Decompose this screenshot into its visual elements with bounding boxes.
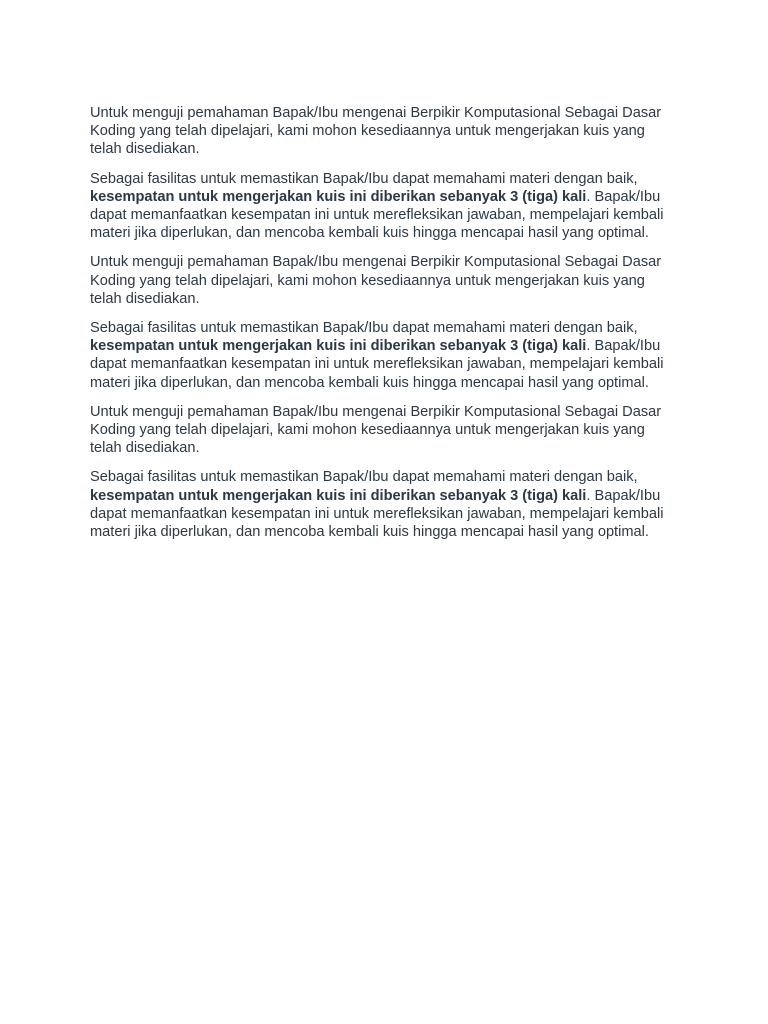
attempts-highlight: kesempatan untuk mengerjakan kuis ini diberikan sebanyak 3 (tiga) kali [90, 188, 587, 205]
intro-text: Untuk menguji pemahaman Bapak/Ibu mengenai Berpikir Komputasional Sebagai Dasar Koding yang telah dipelajari, kami mohon kesediaannya untuk mengerjakan kuis yang telah disediakan. [90, 254, 662, 307]
attempts-paragraph [90, 319, 680, 392]
attempts-paragraph [90, 170, 680, 243]
intro-paragraph [90, 104, 680, 159]
attempts-highlight: kesempatan untuk mengerjakan kuis ini diberikan sebanyak 3 (tiga) kali [90, 338, 587, 355]
attempts-text-suffix: . Bapak/Ibu dapat memanfaatkan kesempatan ini untuk merefleksikan jawaban, mempelajari kembali materi jika diperlukan, dan mencoba kembali kuis hingga mencapai hasil yang optimal. [90, 487, 664, 541]
attempts-highlight: kesempatan untuk mengerjakan kuis ini diberikan sebanyak 3 (tiga) kali [90, 487, 587, 504]
attempts-text-prefix: Sebagai fasilitas untuk memastikan Bapak/Ibu dapat memahami materi dengan baik, [90, 469, 638, 486]
intro-text: Untuk menguji pemahaman Bapak/Ibu mengenai Berpikir Komputasional Sebagai Dasar Koding yang telah dipelajari, kami mohon kesediaannya untuk mengerjakan kuis yang telah disediakan. [90, 105, 662, 158]
attempts-text-prefix: Sebagai fasilitas untuk memastikan Bapak/Ibu dapat memahami materi dengan baik, [90, 320, 638, 337]
attempts-text-suffix: . Bapak/Ibu dapat memanfaatkan kesempatan ini untuk merefleksikan jawaban, mempelajari kembali materi jika diperlukan, dan mencoba kembali kuis hingga mencapai hasil yang optimal. [90, 188, 664, 242]
attempts-text-prefix: Sebagai fasilitas untuk memastikan Bapak/Ibu dapat memahami materi dengan baik, [90, 170, 638, 187]
intro-text: Untuk menguji pemahaman Bapak/Ibu mengenai Berpikir Komputasional Sebagai Dasar Koding yang telah dipelajari, kami mohon kesediaannya untuk mengerjakan kuis yang telah disediakan. [90, 403, 662, 457]
attempts-text-suffix: . Bapak/Ibu dapat memanfaatkan kesempatan ini untuk merefleksikan jawaban, mempelajari kembali materi jika diperlukan, dan mencoba kembali kuis hingga mencapai hasil yang optimal. [90, 338, 664, 391]
intro-paragraph [90, 403, 680, 458]
intro-paragraph [90, 253, 680, 308]
attempts-paragraph [90, 468, 680, 541]
document-body [90, 104, 680, 552]
